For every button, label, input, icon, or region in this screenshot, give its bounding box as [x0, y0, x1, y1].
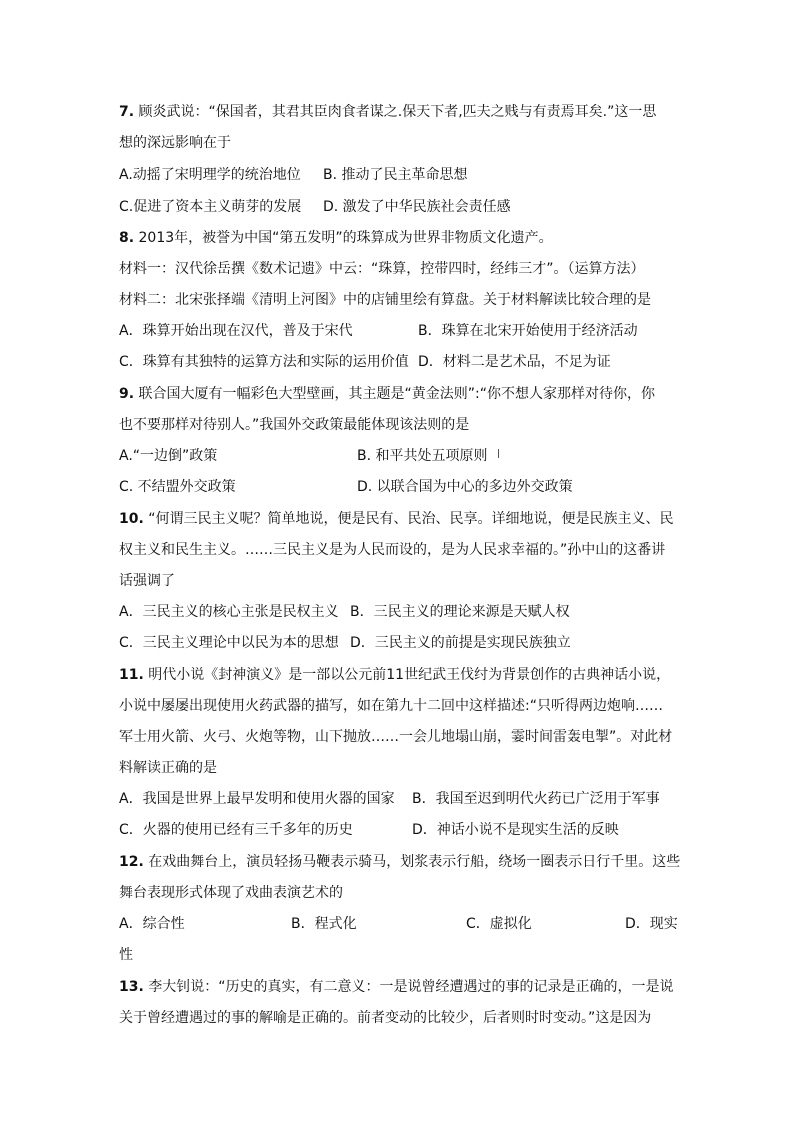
option-d: D. 激发了中华民族社会责任感	[323, 199, 511, 215]
option-a: A．珠算开始出现在汉代，普及于宋代	[119, 323, 353, 339]
question-10-line-3: 话强调了	[119, 573, 175, 589]
option-b: B．我国至迟到明代火药已广泛用于军事	[412, 791, 660, 807]
question-13-line-1: 13. 李大钊说：“历史的真实，有二意义：一是说曾经遭遇过的事的记录是正确的，一是说	[119, 979, 674, 995]
option-d: D．三民主义的前提是实现民族独立	[350, 635, 571, 651]
question-11-line-1: 11. 明代小说《封神演义》是一部以公元前11世纪武王伐纣为背景创作的古典神话小说，	[119, 667, 671, 683]
option-c: C．三民主义理论中以民为本的思想	[119, 635, 339, 651]
question-9-line-2: 也不要那样对待别人。”我国外交政策最能体现该法则的是	[119, 417, 470, 433]
question-8-line-3: 材料二：北宋张择端《清明上河图》中的店铺里绘有算盘。关于材料解读比较合理的是	[119, 292, 651, 308]
option-d: D．现实	[625, 916, 678, 932]
question-number: 9.	[119, 386, 135, 402]
option-c: C.促进了资本主义萌芽的发展	[119, 199, 302, 215]
question-11-line-3: 军士用火箭、火弓、火炮等物，山下抛放……一会儿地塌山崩，霎时间雷轰电掣”。对此材	[119, 729, 673, 745]
question-10-line-1: 10. “何谓三民主义呢？简单地说，便是民有、民治、民享。详细地说，便是民族主义、民	[119, 511, 674, 527]
question-11-line-4: 料解读正确的是	[119, 760, 217, 776]
question-7-line-1: 7. 顾炎武说：“保国者，其君其臣肉食者谋之.保天下者,匹夫之贱与有责焉耳矣.”这一思	[119, 104, 657, 120]
option-b: B. 和平共处五项原则	[357, 448, 488, 464]
option-a: A.动摇了宋明理学的统治地位	[119, 167, 301, 183]
option-d-continued: 性	[119, 947, 133, 963]
option-c: C．珠算有其独特的运算方法和实际的运用价值	[119, 354, 409, 370]
question-number: 13.	[119, 979, 144, 995]
question-7-line-2: 想的深远影响在于	[119, 135, 231, 151]
option-a: A．我国是世界上最早发明和使用火器的国家	[119, 791, 395, 807]
question-9-line-1: 9. 联合国大厦有一幅彩色大型壁画，其主题是“黄金法则”:“你不想人家那样对待你，你	[119, 386, 655, 402]
option-c: C．火器的使用已经有三千多年的历史	[119, 822, 353, 838]
question-11-line-2: 小说中屡屡出现使用火药武器的描写，如在第九十二回中这样描述:“只听得两边炮响……	[119, 698, 663, 714]
question-number: 10.	[119, 511, 144, 527]
question-8-line-2: 材料一：汉代徐岳撰《数术记遗》中云：“珠算，控带四时，经纬三才”。（运算方法）	[119, 261, 645, 277]
option-c: C. 不结盟外交政策	[119, 479, 236, 495]
question-13-line-2: 关于曾经遭遇过的事的解喻是正确的。前者变动的比较少，后者则时时变动。”这是因为	[119, 1010, 652, 1026]
option-b: B．三民主义的理论来源是天赋人权	[350, 604, 570, 620]
question-number: 7.	[119, 104, 135, 120]
option-b: B．程式化	[291, 916, 357, 932]
option-c: C．虚拟化	[466, 916, 532, 932]
question-8-line-1: 8. 2013年，被誉为中国“第五发明”的珠算成为世界非物质文化遗产。	[119, 230, 553, 246]
question-number: 12.	[119, 854, 144, 870]
question-10-line-2: 权主义和民生主义。……三民主义是为人民而设的，是为人民求幸福的。”孙中山的这番讲	[119, 542, 666, 558]
option-a: A．综合性	[119, 916, 185, 932]
option-d: D．神话小说不是现实生活的反映	[412, 822, 619, 838]
option-b: B．珠算在北宋开始使用于经济活动	[418, 323, 638, 339]
option-a: A．三民主义的核心主张是民权主义	[119, 604, 339, 620]
option-b: B. 推动了民主革命思想	[323, 167, 468, 183]
option-d: D．材料二是艺术品，不足为证	[418, 354, 611, 370]
question-number: 8.	[119, 230, 135, 246]
question-number: 11.	[119, 667, 144, 683]
option-a: A.“一边倒”政策	[119, 448, 218, 464]
question-12-line-2: 舞台表现形式体现了戏曲表演艺术的	[119, 885, 343, 901]
option-d: D. 以联合国为中心的多边外交政策	[357, 479, 573, 495]
stray-mark	[498, 449, 499, 458]
question-12-line-1: 12. 在戏曲舞台上，演员轻扬马鞭表示骑马，划浆表示行船，绕场一圈表示日行千里。这些	[119, 854, 681, 870]
